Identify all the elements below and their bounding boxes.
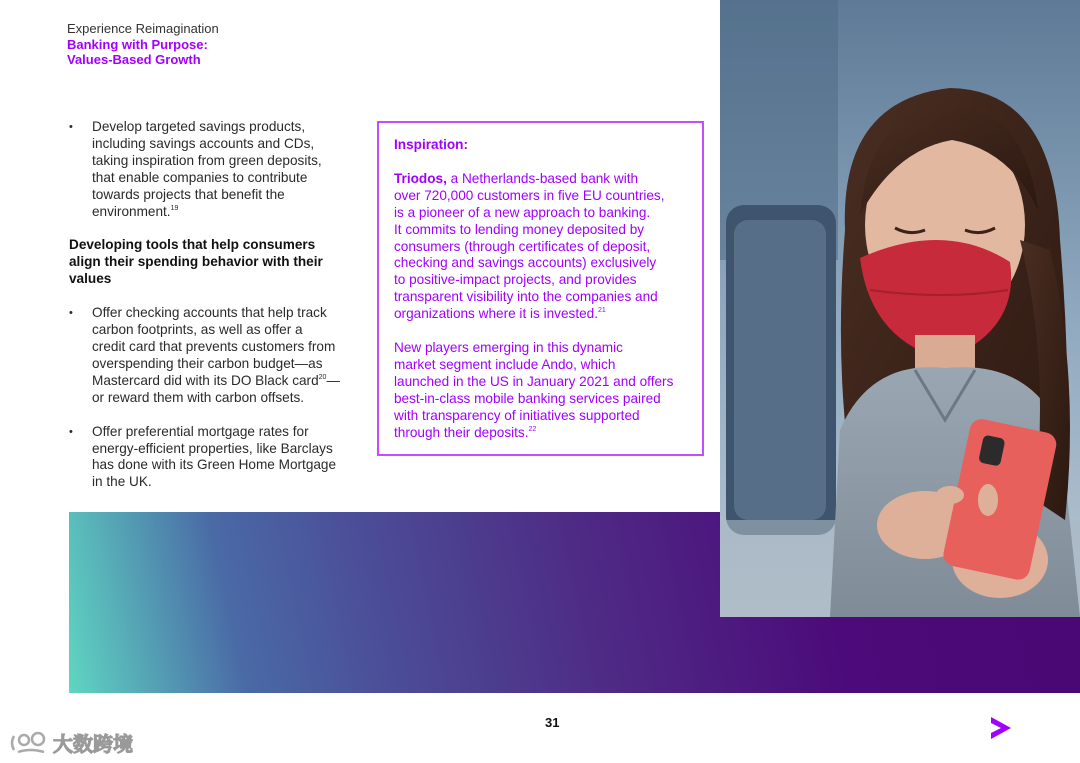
header-kicker: Experience Reimagination	[67, 21, 219, 36]
inspiration-paragraph-ando	[394, 340, 687, 441]
inspiration-line: transparent visibility into the companies and	[394, 289, 658, 305]
inspiration-line: with transparency of initiatives supported	[394, 407, 640, 423]
subhead-line: Developing tools that help consumers	[69, 237, 316, 253]
inspiration-box	[377, 121, 704, 456]
left-column	[67, 119, 362, 508]
header-title-line1: Banking with Purpose:	[67, 36, 208, 52]
inspiration-line: to positive-impact projects, and provides	[394, 272, 637, 288]
inspiration-line	[394, 171, 638, 186]
subhead-line: values	[69, 271, 112, 287]
inspiration-line: is a pioneer of a new approach to banking.	[394, 204, 651, 220]
footnote-ref-20: 20	[318, 373, 327, 381]
bullet2-line: or reward them with carbon offsets.	[92, 389, 305, 405]
inspiration-line: consumers (through certificates of deposit,	[394, 238, 651, 254]
triodos-first: a Netherlands-based bank with	[446, 170, 639, 186]
bullet3-line: energy-efficient properties, like Barclays	[92, 440, 333, 456]
inspiration-line: organizations where it is invested.	[394, 306, 599, 322]
inspiration-line: checking and savings accounts) exclusively	[394, 255, 657, 271]
triodos-name: Triodos,	[394, 170, 447, 186]
bullet2-line	[92, 373, 362, 390]
inspiration-heading: Inspiration:	[394, 137, 469, 152]
header-title-line2: Values-Based Growth	[67, 52, 201, 67]
bullet1-line: taking inspiration from green deposits,	[92, 152, 322, 168]
hero-photo	[720, 0, 1080, 617]
footnote-ref-19: 19	[170, 204, 179, 212]
inspiration-line: It commits to lending money deposited by	[394, 221, 645, 237]
section-subheading	[69, 237, 362, 288]
watermark-logo-icon	[8, 730, 50, 756]
bullet2-mid: Mastercard did with its DO Black card	[92, 372, 319, 388]
bullet1-line: including savings accounts and CDs,	[92, 135, 315, 151]
bullet2-dash: —	[326, 372, 341, 388]
bullet1-line	[92, 204, 362, 221]
footnote-ref-22: 22	[528, 425, 537, 433]
footnote-ref-21: 21	[598, 307, 606, 315]
bullet-savings-products	[67, 119, 362, 220]
bullet3-line: • Offer preferential mortgage rates for	[92, 423, 309, 439]
bullet1-line: • Develop targeted savings products,	[92, 119, 306, 134]
bullet3-line: in the UK.	[92, 474, 152, 490]
bullet2-line: credit card that prevents customers from	[92, 338, 336, 354]
bullet1-line: towards projects that benefit the	[92, 186, 285, 202]
document-header	[67, 21, 219, 68]
chevron-right-icon	[989, 714, 1013, 747]
inspiration-line: over 720,000 customers in five EU countries,	[394, 187, 665, 203]
watermark-text: 大数跨境	[53, 734, 133, 756]
bullet3-line: has done with its Green Home Mortgage	[92, 457, 337, 473]
chevron-right-icon-svg	[989, 714, 1013, 742]
bullet-mortgage-rates	[67, 424, 362, 492]
inspiration-line: best-in-class mobile banking services paired	[394, 390, 661, 406]
inspiration-line: launched in the US in January 2021 and offers	[394, 373, 674, 389]
page-number: 31	[545, 715, 560, 730]
bullet2-line: • Offer checking accounts that help track	[92, 305, 327, 321]
photo-illustration	[720, 0, 1080, 617]
watermark	[8, 728, 133, 757]
subhead-line: align their spending behavior with their	[69, 254, 323, 270]
bullet-checking-accounts	[67, 305, 362, 406]
inspiration-line: New players emerging in this dynamic	[394, 340, 623, 356]
bullet1-line: that enable companies to contribute	[92, 169, 308, 185]
inspiration-paragraph-triodos	[394, 171, 687, 323]
bullet1-last: environment.	[92, 203, 171, 219]
bullet2-line: overspending their carbon budget—as	[92, 355, 323, 371]
inspiration-line: market segment include Ando, which	[394, 356, 616, 372]
inspiration-line: through their deposits.	[394, 424, 529, 440]
bullet2-line: carbon footprints, as well as offer a	[92, 322, 303, 338]
